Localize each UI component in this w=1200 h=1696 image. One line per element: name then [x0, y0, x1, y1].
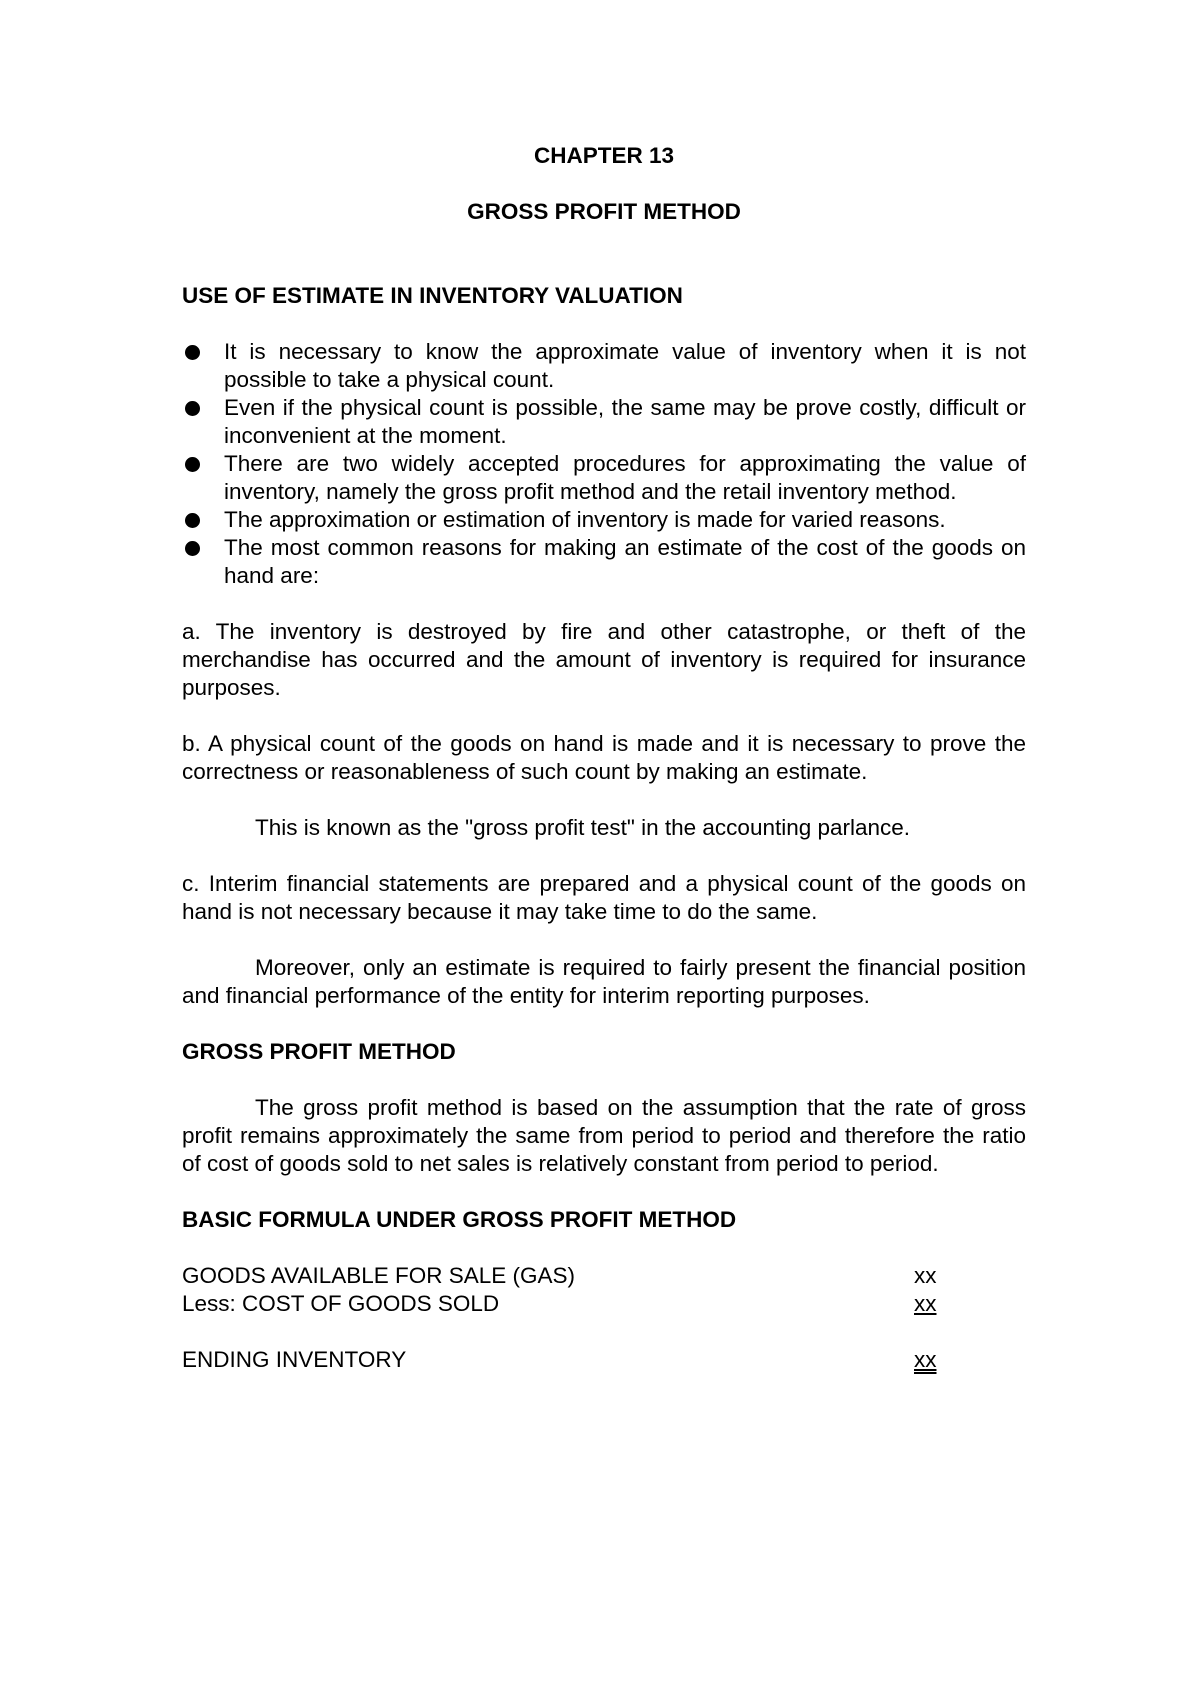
bullet-item	[182, 394, 1026, 450]
bullet-text: Even if the physical count is possible, the same may be prove costly, difficult or inconvenient at the moment.	[224, 395, 1026, 448]
bullet-item	[182, 450, 1026, 506]
reason-c: c. Interim financial statements are prepared and a physical count of the goods on hand is not necessary because it may take time to do the same.	[182, 871, 1026, 924]
formula-label: GOODS AVAILABLE FOR SALE (GAS)	[182, 1263, 576, 1288]
bullet-text: The most common reasons for making an estimate of the cost of the goods on hand are:	[224, 535, 1026, 588]
bullet-icon	[185, 457, 200, 472]
formula-label: ENDING INVENTORY	[182, 1347, 407, 1372]
formula-row-gas	[182, 1262, 1026, 1290]
bullet-icon	[185, 345, 200, 360]
reason-a: a. The inventory is destroyed by fire and other catastrophe, or theft of the merchandise has occurred and the amount of inventory is required for insurance purposes.	[182, 619, 1026, 700]
formula-value: xx	[914, 1291, 937, 1316]
bullet-item	[182, 506, 1026, 534]
document-content	[182, 142, 1026, 1374]
formula-table	[182, 1262, 1026, 1374]
formula-row-ending-inventory	[182, 1346, 1026, 1374]
bullet-list	[182, 338, 1026, 590]
reason-c-note: Moreover, only an estimate is required to fairly present the financial position and financial performance of the entity for interim reporting purposes.	[182, 955, 1026, 1008]
bullet-icon	[185, 401, 200, 416]
formula-value: xx	[914, 1347, 937, 1372]
bullet-icon	[185, 541, 200, 556]
formula-row-cogs	[182, 1290, 1026, 1318]
chapter-title: GROSS PROFIT METHOD	[467, 199, 741, 224]
bullet-icon	[185, 513, 200, 528]
chapter-number: CHAPTER 13	[533, 143, 675, 168]
formula-spacer	[182, 1318, 1026, 1346]
gross-profit-description: The gross profit method is based on the assumption that the rate of gross profit remains approximately the same from period to period and therefore the ratio of cost of goods sold to net sales is relatively constant from period to period.	[182, 1095, 1026, 1176]
section-heading-basic-formula: BASIC FORMULA UNDER GROSS PROFIT METHOD	[182, 1207, 737, 1232]
reason-b-note: This is known as the "gross profit test" in the accounting parlance.	[255, 815, 911, 840]
formula-label: Less: COST OF GOODS SOLD	[182, 1291, 500, 1316]
bullet-item	[182, 338, 1026, 394]
reason-b: b. A physical count of the goods on hand is made and it is necessary to prove the correctness or reasonableness of such count by making an estimate.	[182, 731, 1026, 784]
bullet-text: It is necessary to know the approximate value of inventory when it is not possible to take a physical count.	[224, 339, 1026, 392]
section-heading-estimate: USE OF ESTIMATE IN INVENTORY VALUATION	[182, 283, 683, 308]
bullet-text: The approximation or estimation of inventory is made for varied reasons.	[224, 507, 946, 532]
bullet-item	[182, 534, 1026, 590]
section-heading-gross-profit: GROSS PROFIT METHOD	[182, 1039, 456, 1064]
bullet-text: There are two widely accepted procedures for approximating the value of inventory, namely the gross profit method and the retail inventory method.	[224, 451, 1026, 504]
formula-value: xx	[914, 1263, 937, 1288]
